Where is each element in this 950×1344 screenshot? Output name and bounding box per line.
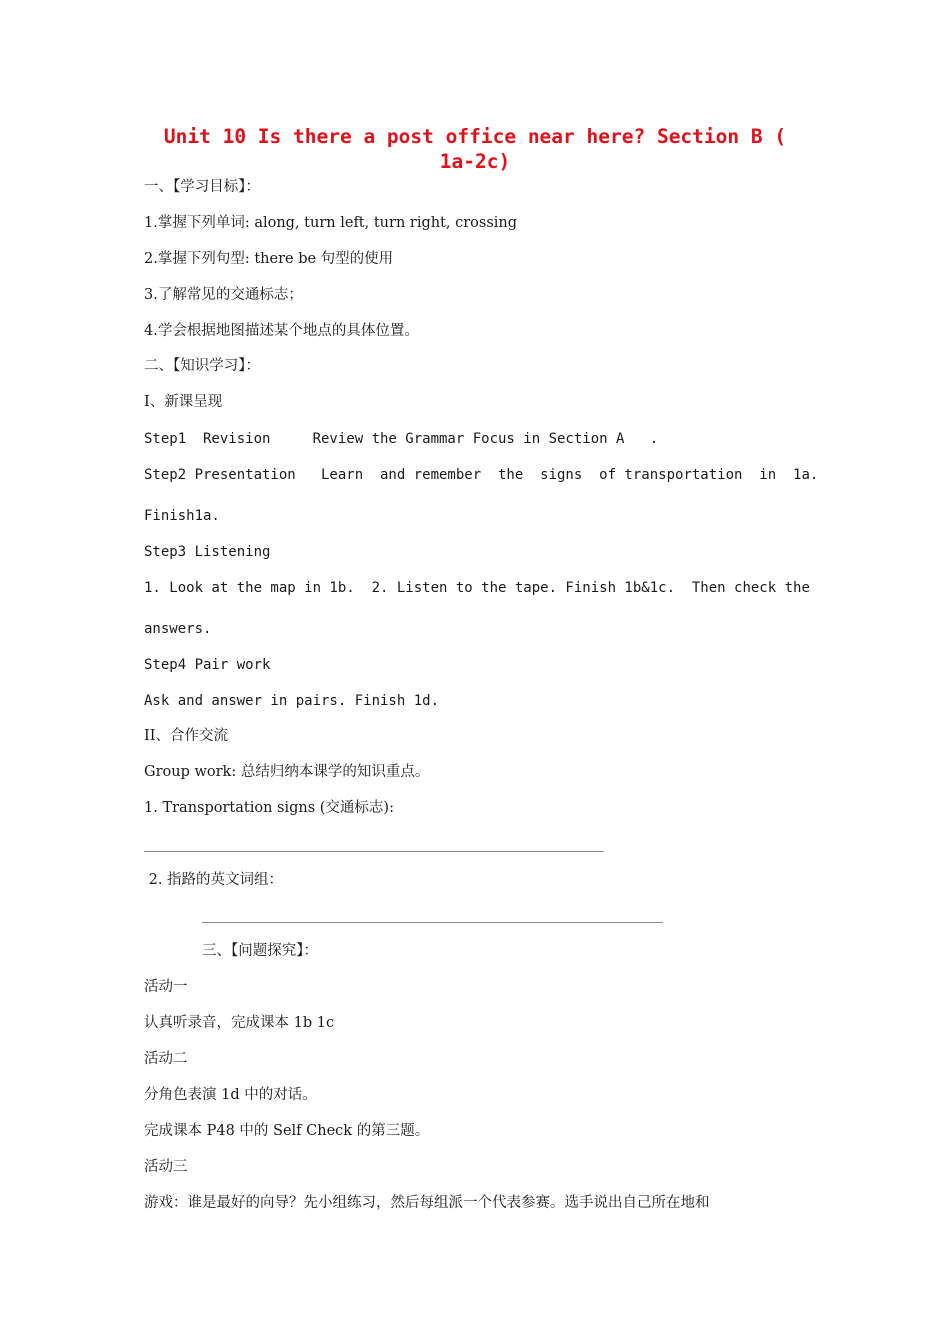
section-heading-knowledge: 二、【知识学习】： <box>144 358 260 374</box>
answer-blank-line-2 <box>202 922 663 923</box>
step2-line: Step2 Presentation Learn and remember the signs of transportation in 1a. <box>144 467 819 483</box>
section-heading-exploration: 三、【问题探究】： <box>202 943 318 959</box>
objective-item-2: 2.掌握下列句型: there be 句型的使用 <box>144 251 394 267</box>
direction-phrases-prompt: 2. 指路的英文词组： <box>144 872 284 888</box>
step2-continuation: Finish1a. <box>144 508 220 524</box>
step3-instructions: 1. Look at the map in 1b. 2. Listen to the tape. Finish 1b&1c. Then check the <box>144 580 810 596</box>
activity-2-text-1: 分角色表演 1d 中的对话。 <box>144 1087 317 1103</box>
step4-line: Step4 Pair work <box>144 657 271 673</box>
step4-instructions: Ask and answer in pairs. Finish 1d. <box>144 693 440 709</box>
activity-3-text: 游戏：谁是最好的向导？先小组练习，然后每组派一个代表参赛。选手说出自己所在地和 <box>144 1195 710 1211</box>
activity-3-heading: 活动三 <box>144 1159 188 1175</box>
group-work-line: Group work: 总结归纳本课学的知识重点。 <box>144 764 430 780</box>
activity-1-heading: 活动一 <box>144 979 188 995</box>
subsection-cooperation: II、合作交流 <box>144 728 228 744</box>
objective-item-4: 4.学会根据地图描述某个地点的具体位置。 <box>144 323 419 339</box>
step1-line: Step1 Revision Review the Grammar Focus in Section A . <box>144 431 659 447</box>
answer-blank-line-1 <box>144 851 604 852</box>
transportation-signs-prompt: 1. Transportation signs (交通标志): <box>144 800 394 816</box>
objective-item-3: 3.了解常见的交通标志； <box>144 287 303 303</box>
step3-continuation: answers. <box>144 621 212 637</box>
subsection-new-lesson: I、新课呈现 <box>144 394 223 410</box>
activity-2-text-2: 完成课本 P48 中的 Self Check 的第三题。 <box>144 1123 430 1139</box>
step3-line: Step3 Listening <box>144 544 271 560</box>
objective-item-1: 1.掌握下列单词: along, turn left, turn right, crossing <box>144 215 518 231</box>
activity-2-heading: 活动二 <box>144 1051 188 1067</box>
document-title: Unit 10 Is there a post office near here? Section B ( 1a-2c) <box>163 125 787 173</box>
section-heading-objectives: 一、【学习目标】： <box>144 179 260 195</box>
activity-1-text: 认真听录音，完成课本 1b 1c <box>144 1015 335 1031</box>
